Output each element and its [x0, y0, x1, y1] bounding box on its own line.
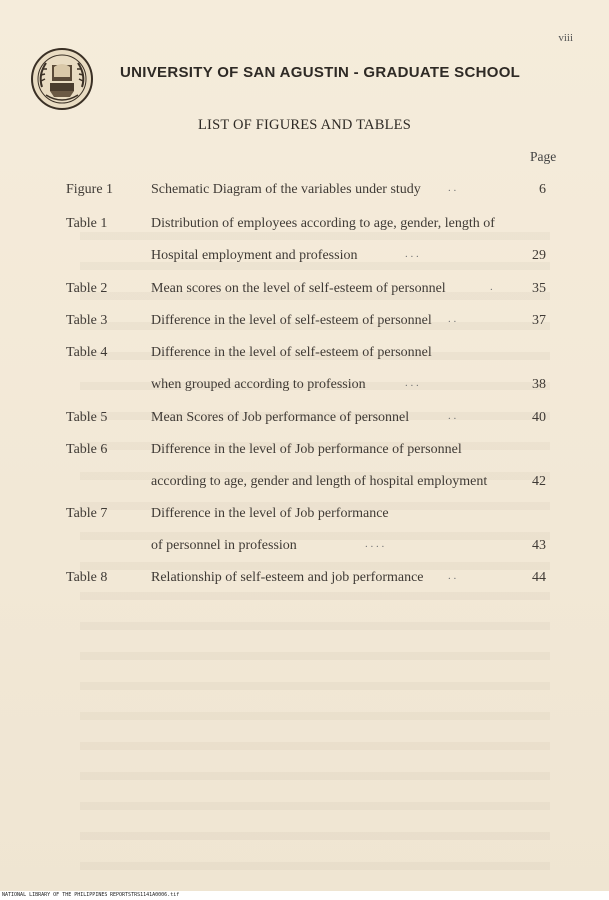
scan-footer-strip — [0, 891, 609, 900]
entry-title-continued: of personnel in profession — [151, 538, 297, 553]
entry-title: Difference in the level of self-esteem of personnel — [151, 313, 432, 328]
entry-title: Difference in the level of self-esteem of personnel — [151, 345, 432, 360]
entry-label: Table 6 — [66, 442, 108, 457]
entry-title: Mean scores on the level of self-esteem of personnel — [151, 281, 446, 296]
entry-label: Table 5 — [66, 410, 108, 425]
entry-title-continued: when grouped according to profession — [151, 377, 366, 392]
entry-page: 38 — [532, 377, 546, 392]
dot-leader: . . — [448, 570, 457, 582]
entry-label: Table 7 — [66, 506, 108, 521]
entry-title: Difference in the level of Job performance — [151, 506, 389, 521]
entry-title: Relationship of self-esteem and job performance — [151, 570, 424, 585]
dot-leader: . — [490, 281, 493, 293]
dot-leader: . . — [448, 313, 457, 325]
university-header-title: UNIVERSITY OF SAN AGUSTIN - GRADUATE SCHOOL — [120, 64, 521, 81]
entry-title: Mean Scores of Job performance of personnel — [151, 410, 410, 425]
entry-title-continued: according to age, gender and length of hospital employment — [151, 474, 488, 489]
list-heading: LIST OF FIGURES AND TABLES — [198, 117, 411, 133]
page-number: viii — [558, 32, 573, 44]
page-column-label: Page — [530, 149, 557, 164]
entry-title: Distribution of employees according to age, gender, length of — [151, 216, 495, 231]
entry-page: 44 — [532, 570, 546, 585]
entry-page: 42 — [532, 474, 546, 489]
entry-title-continued: Hospital employment and profession — [151, 248, 358, 263]
dot-leader: . . . . — [365, 538, 385, 550]
footer-file-text: REPORTSTRS1141A0006.tif — [110, 892, 180, 898]
dot-leader: . . — [448, 182, 457, 194]
entry-label: Table 3 — [66, 313, 108, 328]
entry-label: Table 4 — [66, 345, 108, 360]
entry-title: Difference in the level of Job performance of personnel — [151, 442, 462, 457]
entry-label: Figure 1 — [66, 182, 114, 197]
entry-page: 6 — [539, 182, 546, 197]
dot-leader: . . — [448, 410, 457, 422]
entry-label: Table 8 — [66, 570, 108, 585]
entry-page: 40 — [532, 410, 546, 425]
entry-page: 43 — [532, 538, 546, 553]
entry-page: 29 — [532, 248, 546, 263]
dot-leader: . . . — [405, 248, 419, 260]
entry-title: Schematic Diagram of the variables under study — [151, 182, 421, 197]
dot-leader: . . . — [405, 377, 419, 389]
entry-label: Table 2 — [66, 281, 108, 296]
entry-page: 35 — [532, 281, 546, 296]
entry-page: 37 — [532, 313, 546, 328]
footer-library-text: NATIONAL LIBRARY OF THE PHILIPPINES — [2, 892, 108, 898]
entry-label: Table 1 — [66, 216, 108, 231]
